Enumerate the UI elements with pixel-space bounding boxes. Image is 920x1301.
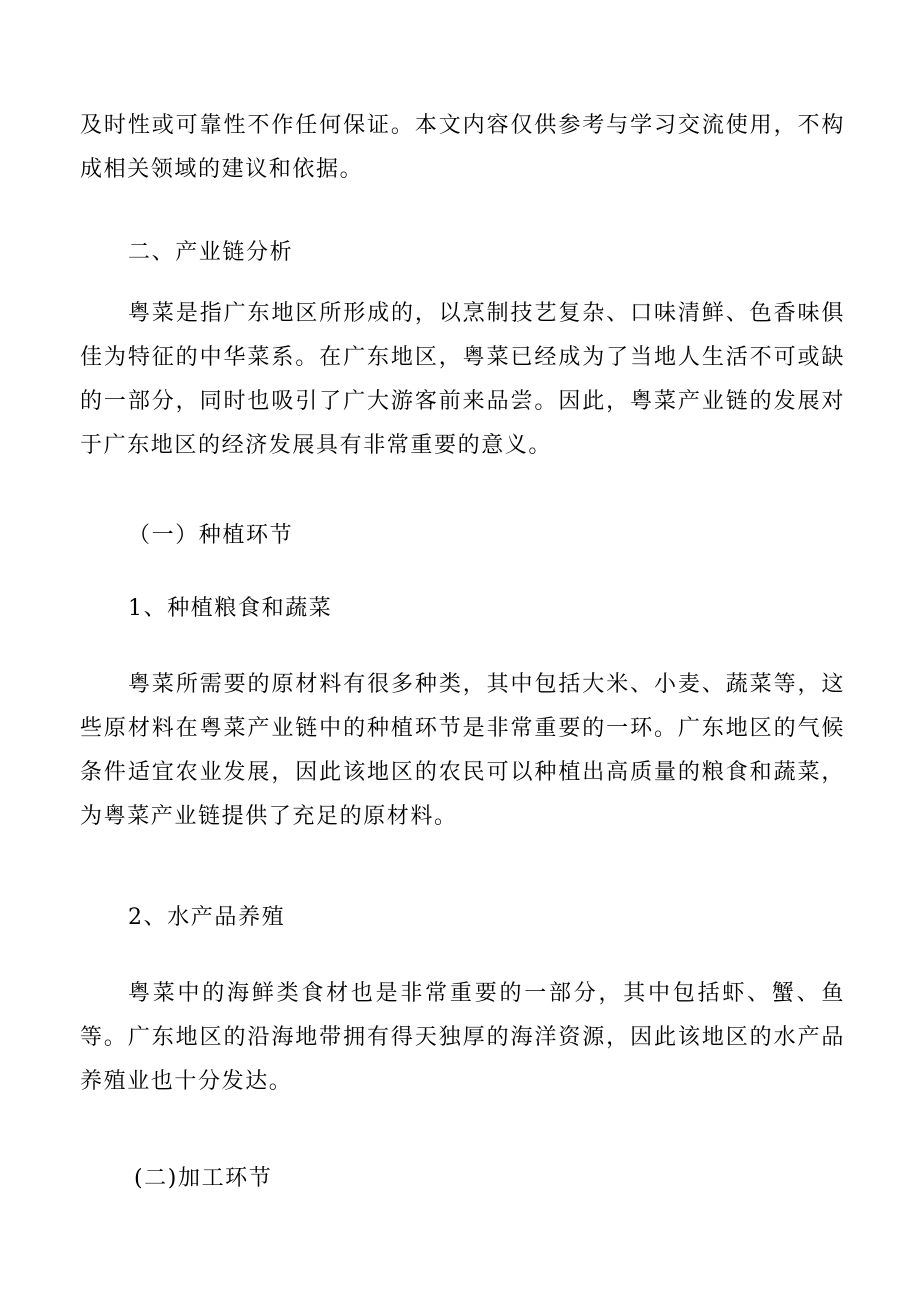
subsection-heading-processing: (二)加工环节	[134, 1166, 273, 1191]
item-paragraph-grain-vegetables: 粤菜所需要的原材料有很多种类，其中包括大米、小麦、蔬菜等，这些原材料在粤菜产业链中的种植环节是非常重要的一环。广东地区的气候条件适宜农业发展，因此该地区的农民可以种植出高质量的粮食和蔬菜，为粤菜产业链提供了充足的原材料。	[80, 672, 845, 829]
item-paragraph-aquaculture: 粤菜中的海鲜类食材也是非常重要的一部分，其中包括虾、蟹、鱼等。广东地区的沿海地带拥有得天独厚的海洋资源，因此该地区的水产品养殖业也十分发达。	[80, 981, 845, 1094]
continuation-paragraph: 及时性或可靠性不作任何保证。本文内容仅供参考与学习交流使用，不构成相关领域的建议和依据。	[80, 113, 845, 182]
subsection-heading-planting: （一）种植环节	[128, 523, 294, 548]
item-heading-grain-vegetables: 1、种植粮食和蔬菜	[128, 596, 333, 621]
item-heading-aquaculture: 2、水产品养殖	[128, 905, 286, 930]
section-heading: 二、产业链分析	[128, 240, 294, 265]
intro-paragraph: 粤菜是指广东地区所形成的，以烹制技艺复杂、口味清鲜、色香味俱佳为特征的中华菜系。在广东地区，粤菜已经成为了当地人生活不可或缺的一部分，同时也吸引了广大游客前来品尝。因此，粤菜产业链的发展对于广东地区的经济发展具有非常重要的意义。	[80, 301, 845, 458]
